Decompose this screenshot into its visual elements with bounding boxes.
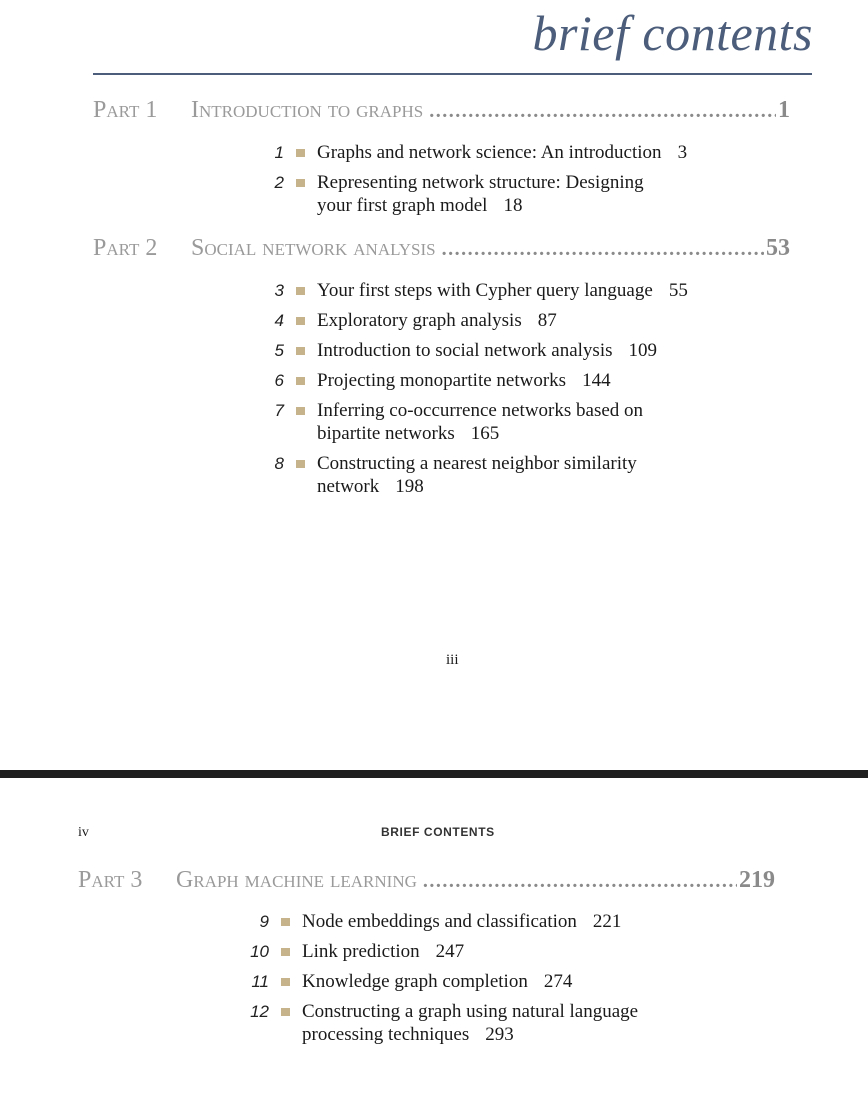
- chapter-entry[interactable]: [235, 1000, 638, 1046]
- part-label: Part 2: [93, 235, 158, 261]
- chapter-title-line: network: [317, 476, 380, 497]
- part-page-number: 53: [766, 235, 790, 261]
- chapter-title: [302, 910, 621, 933]
- part-page-number: 1: [778, 97, 790, 123]
- part-2-chapter-list: [250, 279, 688, 505]
- part-1-chapter-list: [250, 141, 687, 224]
- page-iv: [0, 778, 868, 1110]
- bullet-icon: [296, 347, 305, 355]
- bullet-icon: [296, 377, 305, 385]
- chapter-title-line: Introduction to social network analysis: [317, 340, 613, 361]
- chapter-entry[interactable]: [250, 171, 687, 217]
- running-head: BRIEF CONTENTS: [381, 825, 495, 839]
- chapter-title-line: Knowledge graph completion: [302, 971, 528, 992]
- chapter-page-number: 293: [485, 1024, 514, 1045]
- chapter-number: 9: [259, 912, 269, 931]
- chapter-entry[interactable]: [250, 141, 687, 164]
- dot-leader: [423, 870, 737, 893]
- chapter-page-number: 274: [543, 971, 573, 992]
- chapter-page-number: 247: [435, 941, 465, 962]
- part-2-heading[interactable]: [93, 235, 790, 262]
- chapter-entry[interactable]: [250, 399, 688, 445]
- chapter-number: 1: [274, 143, 284, 162]
- chapter-number: 3: [274, 281, 284, 300]
- chapter-title: [317, 171, 644, 217]
- dot-leader: [442, 238, 764, 261]
- chapter-number: 4: [274, 311, 284, 330]
- chapter-title: [317, 399, 643, 445]
- chapter-entry[interactable]: [235, 970, 638, 993]
- chapter-number: 7: [274, 401, 284, 420]
- chapter-title: [317, 339, 657, 362]
- part-title: Graph machine learning: [176, 867, 417, 893]
- chapter-entry[interactable]: [235, 940, 638, 963]
- dot-leader: [429, 100, 776, 123]
- chapter-page-number: 55: [668, 280, 688, 301]
- chapter-title-line: processing techniques: [302, 1024, 470, 1045]
- bullet-icon: [296, 460, 305, 468]
- chapter-entry[interactable]: [250, 452, 688, 498]
- page-folio: iii: [446, 652, 459, 668]
- bullet-icon: [296, 317, 305, 325]
- chapter-title-line: your first graph model: [317, 195, 488, 216]
- part-page-number: 219: [739, 867, 775, 893]
- chapter-title-line: Projecting monopartite networks: [317, 370, 567, 391]
- bullet-icon: [281, 1008, 290, 1016]
- chapter-entry[interactable]: [250, 279, 688, 302]
- part-title: Social network analysis: [191, 235, 436, 261]
- chapter-title-line: Representing network structure: Designing: [317, 172, 644, 193]
- chapter-number: 2: [274, 173, 284, 192]
- chapter-number: 5: [274, 341, 284, 360]
- chapter-title: [317, 309, 557, 332]
- part-3-chapter-list: [235, 910, 638, 1053]
- chapter-number: 6: [274, 371, 284, 390]
- chapter-number: 12: [250, 1002, 269, 1021]
- chapter-title: [302, 970, 572, 993]
- chapter-page-number: 198: [395, 476, 424, 497]
- heading-rule: [93, 73, 812, 75]
- part-1-heading[interactable]: [93, 97, 790, 124]
- chapter-title-line: Your first steps with Cypher query language: [317, 280, 653, 301]
- chapter-entry[interactable]: [250, 339, 688, 362]
- part-title: Introduction to graphs: [191, 97, 424, 123]
- bullet-icon: [281, 918, 290, 926]
- bullet-icon: [296, 287, 305, 295]
- chapter-entry[interactable]: [250, 309, 688, 332]
- chapter-page-number: 165: [470, 423, 500, 444]
- part-3-heading[interactable]: [78, 867, 775, 894]
- bullet-icon: [281, 978, 290, 986]
- chapter-title: [302, 1000, 638, 1046]
- chapter-title-line: bipartite networks: [317, 423, 455, 444]
- part-label: Part 3: [78, 867, 143, 893]
- chapter-page-number: 221: [592, 911, 622, 932]
- chapter-page-number: 3: [677, 142, 688, 163]
- chapter-title: [317, 141, 687, 164]
- heading-title: brief contents: [532, 5, 813, 61]
- chapter-page-number: 87: [537, 310, 557, 331]
- bullet-icon: [296, 407, 305, 415]
- part-label: Part 1: [93, 97, 158, 123]
- chapter-page-number: 109: [628, 340, 657, 361]
- chapter-number: 10: [250, 942, 269, 961]
- chapter-title-line: Inferring co-occurrence networks based on: [317, 400, 644, 421]
- chapter-number: 8: [274, 454, 284, 473]
- chapter-title: [317, 279, 688, 302]
- chapter-title-line: Link prediction: [302, 941, 420, 962]
- chapter-title-line: Constructing a graph using natural language: [302, 1001, 639, 1022]
- bullet-icon: [296, 179, 305, 187]
- chapter-title-line: Constructing a nearest neighbor similarity: [317, 453, 637, 474]
- bullet-icon: [296, 149, 305, 157]
- chapter-page-number: 144: [582, 370, 611, 391]
- chapter-number: 11: [251, 972, 269, 991]
- chapter-title-line: Node embeddings and classification: [302, 911, 577, 932]
- page-divider: [0, 770, 868, 778]
- chapter-title: [317, 452, 637, 498]
- chapter-entry[interactable]: [250, 369, 688, 392]
- chapter-title: [302, 940, 464, 963]
- page-folio: iv: [78, 825, 89, 840]
- bullet-icon: [281, 948, 290, 956]
- chapter-title-line: Exploratory graph analysis: [317, 310, 522, 331]
- chapter-entry[interactable]: [235, 910, 638, 933]
- chapter-page-number: 18: [503, 195, 523, 216]
- chapter-title: [317, 369, 611, 392]
- chapter-title-line: Graphs and network science: An introduction: [317, 142, 662, 163]
